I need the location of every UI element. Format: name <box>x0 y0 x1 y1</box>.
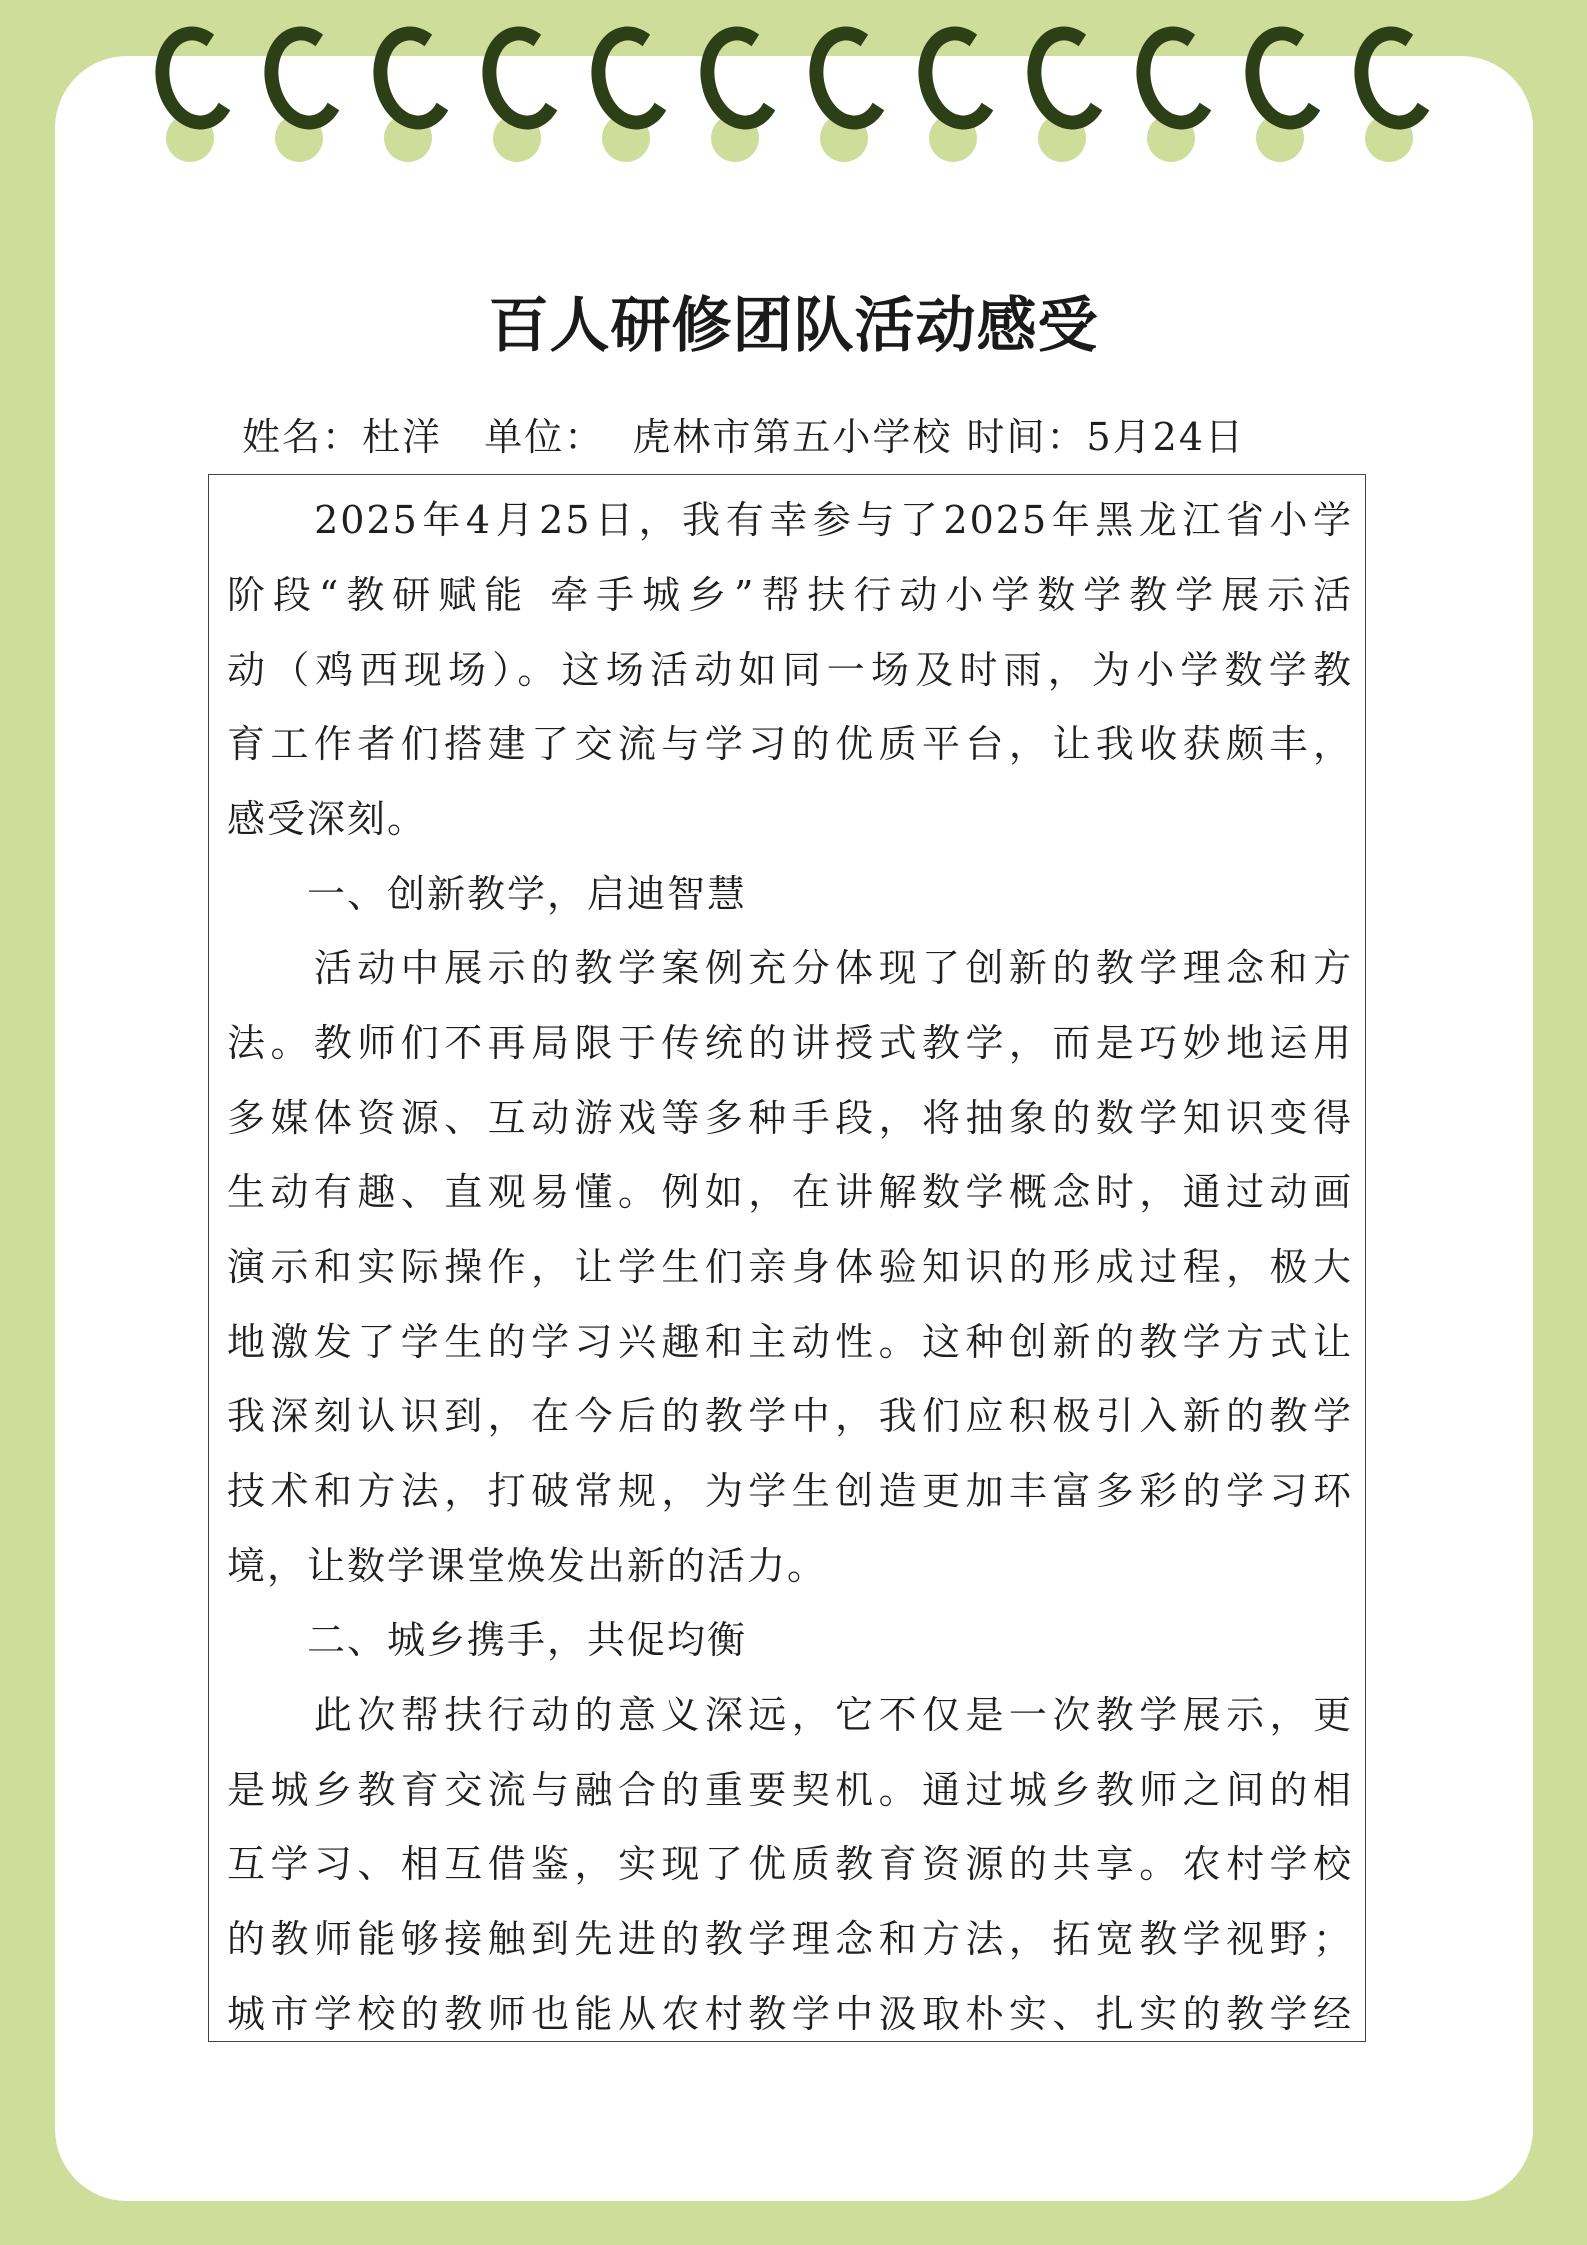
author-info-line: 姓名：杜洋 单位： 虎林市第五小学校 时间：5月24日 <box>242 415 1246 459</box>
section-heading: 二、城乡携手，共促均衡 <box>227 1618 748 1662</box>
document-title: 百人研修团队活动感受 <box>488 291 1099 361</box>
text-line: 境，让数学课堂焕发出新的活力。 <box>227 1544 828 1588</box>
binding-ring-icon <box>1240 26 1328 156</box>
binding-ring-icon <box>1349 26 1437 156</box>
binding-ring-icon <box>368 26 456 156</box>
text-line: 地激发了学生的学习兴趣和主动性。这种创新的教学方式让 <box>227 1320 1353 1364</box>
binding-ring-icon <box>695 26 783 156</box>
text-line: 育工作者们搭建了交流与学习的优质平台，让我收获颇丰， <box>227 722 1353 766</box>
text-line: 此次帮扶行动的意义深远，它不仅是一次教学展示，更 <box>227 1693 1353 1737</box>
binding-ring-icon <box>804 26 892 156</box>
binding-ring-icon <box>259 26 347 156</box>
text-line: 的教师能够接触到先进的教学理念和方法，拓宽教学视野； <box>227 1917 1353 1961</box>
text-line: 感受深刻。 <box>227 797 428 841</box>
binding-ring-icon <box>1022 26 1110 156</box>
binding-ring-icon <box>586 26 674 156</box>
binding-ring-icon <box>913 26 1001 156</box>
section-heading: 一、创新教学，启迪智慧 <box>227 872 748 916</box>
text-line: 互学习、相互借鉴，实现了优质教育资源的共享。农村学校 <box>227 1842 1353 1886</box>
binding-ring-icon <box>150 26 238 156</box>
text-line: 活动中展示的教学案例充分体现了创新的教学理念和方 <box>227 946 1353 990</box>
text-line: 技术和方法，打破常规，为学生创造更加丰富多彩的学习环 <box>227 1469 1353 1513</box>
text-line: 演示和实际操作，让学生们亲身体验知识的形成过程，极大 <box>227 1245 1353 1289</box>
text-line: 是城乡教育交流与融合的重要契机。通过城乡教师之间的相 <box>227 1768 1353 1812</box>
text-line: 城市学校的教师也能从农村教学中汲取朴实、扎实的教学经 <box>227 1992 1353 2036</box>
text-line: 生动有趣、直观易懂。例如，在讲解数学概念时，通过动画 <box>227 1170 1353 1214</box>
text-line: 阶段“教研赋能 牵手城乡”帮扶行动小学数学教学展示活 <box>227 573 1353 617</box>
text-line: 法。教师们不再局限于传统的讲授式教学，而是巧妙地运用 <box>227 1021 1353 1065</box>
text-line: 动（鸡西现场）。这场活动如同一场及时雨，为小学数学教 <box>227 648 1353 692</box>
spiral-binding <box>0 0 1587 170</box>
text-line: 多媒体资源、互动游戏等多种手段，将抽象的数学知识变得 <box>227 1096 1353 1140</box>
binding-ring-icon <box>477 26 565 156</box>
text-line: 2025年4月25日，我有幸参与了2025年黑龙江省小学 <box>227 498 1353 542</box>
text-line: 我深刻认识到，在今后的教学中，我们应积极引入新的教学 <box>227 1394 1353 1438</box>
binding-ring-icon <box>1131 26 1219 156</box>
essay-body <box>208 474 1366 2042</box>
